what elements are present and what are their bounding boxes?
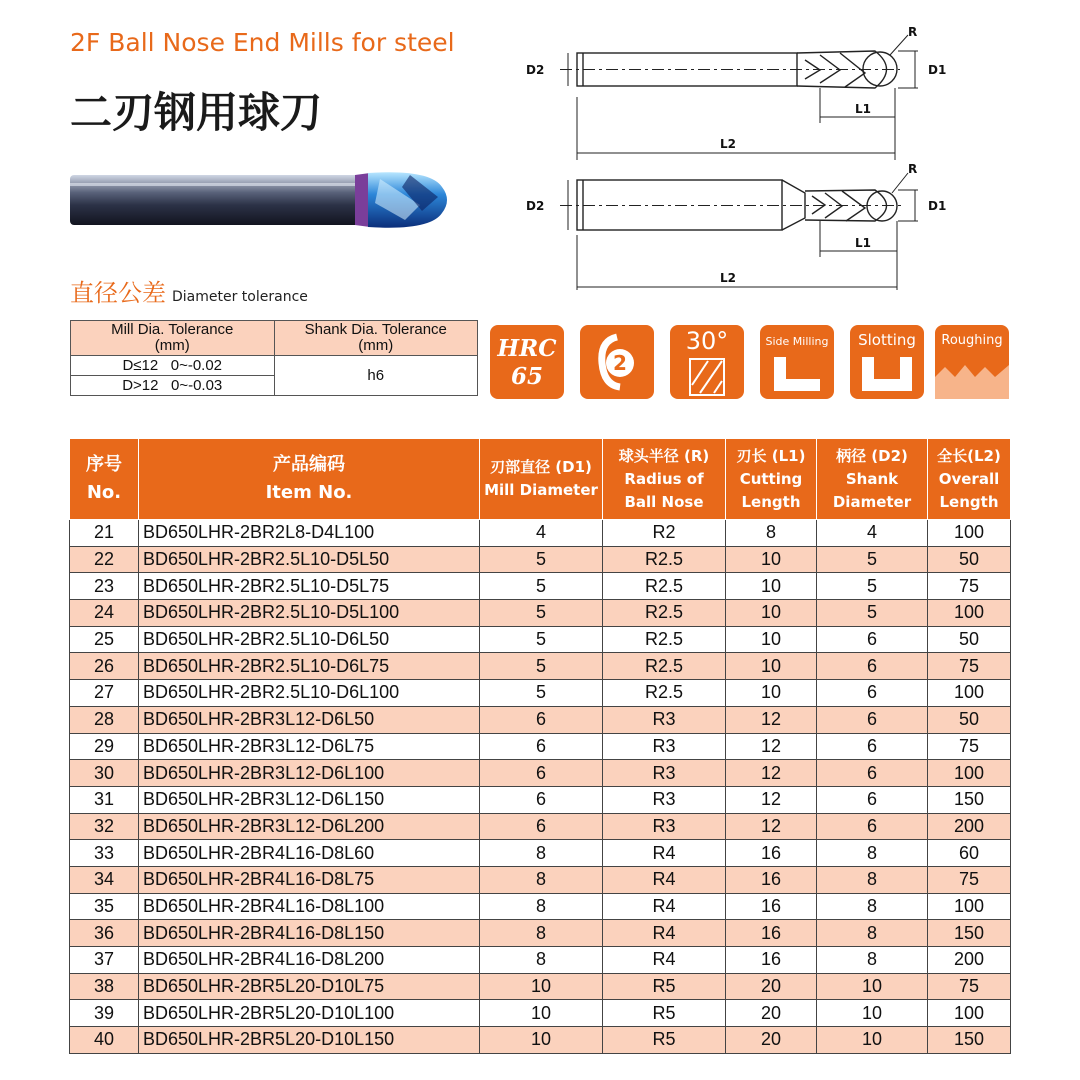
cell-r: R5 <box>603 1000 726 1027</box>
header-r-cn: 球头半径 (R) <box>618 446 710 465</box>
cell-d2: 6 <box>817 813 928 840</box>
cell-d1: 6 <box>480 733 603 760</box>
header-l1-en1: Cutting <box>739 469 803 488</box>
cell-l2: 100 <box>928 760 1011 787</box>
table-row <box>70 1027 1011 1054</box>
cell-l1: 12 <box>726 706 817 733</box>
header-no <box>70 439 139 520</box>
table-row <box>70 947 1011 974</box>
slotting-label: Slotting <box>858 331 916 349</box>
cell-r: R5 <box>603 1027 726 1054</box>
header-r-en2: Ball Nose <box>624 492 704 511</box>
cell-r: R2.5 <box>603 573 726 600</box>
cell-no: 22 <box>70 546 139 573</box>
header-item-en: Item No. <box>265 482 353 503</box>
cell-r: R4 <box>603 840 726 867</box>
spec-table-header <box>70 439 1011 520</box>
cell-item-code: BD650LHR-2BR2.5L10-D6L75 <box>139 653 480 680</box>
spec-table <box>69 438 1011 1054</box>
cell-no: 23 <box>70 573 139 600</box>
cell-l2: 75 <box>928 573 1011 600</box>
cell-d1: 8 <box>480 866 603 893</box>
cell-item-code: BD650LHR-2BR2.5L10-D6L100 <box>139 680 480 707</box>
table-row <box>70 706 1011 733</box>
cell-l1: 20 <box>726 1027 817 1054</box>
cell-l1: 10 <box>726 600 817 627</box>
cell-r: R3 <box>603 706 726 733</box>
cell-item-code: BD650LHR-2BR4L16-D8L150 <box>139 920 480 947</box>
table-row <box>70 733 1011 760</box>
hrc-value: 65 <box>510 363 543 390</box>
cell-item-code: BD650LHR-2BR4L16-D8L75 <box>139 866 480 893</box>
helix-lines-icon <box>670 325 744 399</box>
cell-r: R2 <box>603 520 726 547</box>
cell-d1: 8 <box>480 947 603 974</box>
tolerance-row1-mill: D≤12 0~-0.02 <box>71 356 275 376</box>
cell-l2: 75 <box>928 866 1011 893</box>
tolerance-row2-mill: D>12 0~-0.03 <box>71 376 275 396</box>
cell-no: 29 <box>70 733 139 760</box>
table-row <box>70 573 1011 600</box>
cell-d2: 6 <box>817 626 928 653</box>
cell-r: R3 <box>603 760 726 787</box>
cell-l1: 16 <box>726 893 817 920</box>
cell-no: 25 <box>70 626 139 653</box>
cell-l2: 75 <box>928 733 1011 760</box>
cell-l2: 50 <box>928 626 1011 653</box>
table-row <box>70 1000 1011 1027</box>
cell-r: R3 <box>603 733 726 760</box>
cell-r: R3 <box>603 813 726 840</box>
cell-r: R4 <box>603 947 726 974</box>
cell-d1: 10 <box>480 1000 603 1027</box>
cell-no: 33 <box>70 840 139 867</box>
cell-d2: 6 <box>817 733 928 760</box>
cell-no: 21 <box>70 520 139 547</box>
cell-r: R3 <box>603 786 726 813</box>
cell-item-code: BD650LHR-2BR2.5L10-D5L75 <box>139 573 480 600</box>
slotting-shape-icon <box>850 325 924 399</box>
cell-r: R2.5 <box>603 626 726 653</box>
cell-d1: 5 <box>480 600 603 627</box>
tolerance-heading <box>70 273 308 308</box>
header-l1-en2: Length <box>741 492 801 511</box>
table-row <box>70 760 1011 787</box>
hrc-label: HRC <box>497 335 557 362</box>
cell-item-code: BD650LHR-2BR5L20-D10L75 <box>139 973 480 1000</box>
header-d2-en1: Shank <box>845 469 899 488</box>
label-l2-top: L2 <box>720 137 736 151</box>
cell-d2: 5 <box>817 573 928 600</box>
end-mill-product-image <box>70 165 470 235</box>
header-item-cn: 产品编码 <box>273 454 345 475</box>
cell-d2: 6 <box>817 706 928 733</box>
cell-l1: 10 <box>726 546 817 573</box>
cell-item-code: BD650LHR-2BR2L8-D4L100 <box>139 520 480 547</box>
tolerance-shank-value: h6 <box>274 356 478 396</box>
cell-d2: 8 <box>817 866 928 893</box>
cell-item-code: BD650LHR-2BR3L12-D6L100 <box>139 760 480 787</box>
cell-no: 37 <box>70 947 139 974</box>
header-item <box>139 439 480 520</box>
cell-d1: 6 <box>480 706 603 733</box>
roughing-shape-icon <box>935 325 1009 399</box>
label-d1-bottom: D1 <box>928 199 947 213</box>
cell-r: R4 <box>603 893 726 920</box>
tolerance-header-mill: Mill Dia. Tolerance (mm) <box>71 321 275 356</box>
cell-item-code: BD650LHR-2BR5L20-D10L150 <box>139 1027 480 1054</box>
cell-no: 34 <box>70 866 139 893</box>
cell-no: 36 <box>70 920 139 947</box>
header-l2-en2: Length <box>939 492 999 511</box>
cell-r: R2.5 <box>603 680 726 707</box>
header-l1-cn: 刃长 (L1) <box>736 446 806 465</box>
cell-d2: 6 <box>817 653 928 680</box>
cell-d2: 10 <box>817 1027 928 1054</box>
cell-item-code: BD650LHR-2BR5L20-D10L100 <box>139 1000 480 1027</box>
table-row <box>70 866 1011 893</box>
table-row <box>70 653 1011 680</box>
flute-count-icon <box>580 325 654 399</box>
table-row <box>70 546 1011 573</box>
cell-d2: 5 <box>817 546 928 573</box>
tolerance-header-shank: Shank Dia. Tolerance (mm) <box>274 321 478 356</box>
header-l2-en1: Overall <box>938 469 1000 488</box>
cell-l2: 100 <box>928 600 1011 627</box>
flute-count: 2 <box>613 351 627 375</box>
cell-no: 32 <box>70 813 139 840</box>
tolerance-title-cn: 直径公差 <box>70 279 166 307</box>
label-d2-bottom: D2 <box>526 199 545 213</box>
cell-no: 28 <box>70 706 139 733</box>
diagram-top <box>560 35 918 160</box>
slotting-icon <box>850 325 924 399</box>
cell-d1: 6 <box>480 760 603 787</box>
cell-l2: 75 <box>928 653 1011 680</box>
cell-item-code: BD650LHR-2BR4L16-D8L200 <box>139 947 480 974</box>
label-r-bottom: R <box>908 162 918 176</box>
header-d2-en2: Diameter <box>832 492 912 511</box>
cell-item-code: BD650LHR-2BR2.5L10-D5L100 <box>139 600 480 627</box>
cell-l1: 16 <box>726 866 817 893</box>
label-l2-bottom: L2 <box>720 271 736 285</box>
header-d1 <box>480 439 603 520</box>
cell-l1: 10 <box>726 653 817 680</box>
title-english: 2F Ball Nose End Mills for steel <box>70 28 455 57</box>
cell-r: R5 <box>603 973 726 1000</box>
table-row <box>70 600 1011 627</box>
header-l2 <box>928 439 1011 520</box>
header-d1-en: Mill Diameter <box>484 481 598 499</box>
label-r-top: R <box>908 25 918 39</box>
cell-d1: 5 <box>480 680 603 707</box>
tolerance-title-en: Diameter tolerance <box>172 289 308 305</box>
cell-l2: 100 <box>928 680 1011 707</box>
cell-l1: 8 <box>726 520 817 547</box>
title-chinese: 二刃钢用球刀 <box>70 88 323 137</box>
cell-item-code: BD650LHR-2BR3L12-D6L200 <box>139 813 480 840</box>
cell-l2: 50 <box>928 706 1011 733</box>
dimension-diagram <box>520 25 960 295</box>
cell-d1: 6 <box>480 786 603 813</box>
cell-r: R4 <box>603 920 726 947</box>
cell-d1: 6 <box>480 813 603 840</box>
cell-no: 27 <box>70 680 139 707</box>
cell-no: 30 <box>70 760 139 787</box>
cell-l1: 12 <box>726 733 817 760</box>
cell-item-code: BD650LHR-2BR2.5L10-D5L50 <box>139 546 480 573</box>
cell-l2: 200 <box>928 813 1011 840</box>
label-l1-top: L1 <box>855 102 871 116</box>
table-row <box>70 893 1011 920</box>
roughing-icon <box>935 325 1009 399</box>
cell-l1: 16 <box>726 947 817 974</box>
cell-item-code: BD650LHR-2BR4L16-D8L100 <box>139 893 480 920</box>
cell-l2: 100 <box>928 893 1011 920</box>
cell-no: 24 <box>70 600 139 627</box>
cell-d1: 8 <box>480 840 603 867</box>
header-d1-cn: 刃部直径 (D1) <box>490 458 592 476</box>
cell-l1: 16 <box>726 920 817 947</box>
cell-l2: 100 <box>928 520 1011 547</box>
cell-d2: 8 <box>817 947 928 974</box>
cell-l1: 10 <box>726 573 817 600</box>
side-milling-icon <box>760 325 834 399</box>
cell-d1: 8 <box>480 920 603 947</box>
table-row <box>70 840 1011 867</box>
cell-no: 35 <box>70 893 139 920</box>
label-l1-bottom: L1 <box>855 236 871 250</box>
roughing-label: Roughing <box>941 333 1003 348</box>
cell-r: R2.5 <box>603 600 726 627</box>
cell-no: 38 <box>70 973 139 1000</box>
cell-d1: 5 <box>480 653 603 680</box>
cell-d1: 10 <box>480 973 603 1000</box>
cell-d2: 5 <box>817 600 928 627</box>
cell-item-code: BD650LHR-2BR2.5L10-D6L50 <box>139 626 480 653</box>
cell-l1: 20 <box>726 1000 817 1027</box>
cell-l2: 200 <box>928 947 1011 974</box>
header-d2-cn: 柄径 (D2) <box>836 446 908 465</box>
table-row <box>70 680 1011 707</box>
cell-l2: 150 <box>928 920 1011 947</box>
cell-d2: 8 <box>817 893 928 920</box>
cell-item-code: BD650LHR-2BR4L16-D8L60 <box>139 840 480 867</box>
table-row <box>70 626 1011 653</box>
label-d2-top: D2 <box>526 63 545 77</box>
table-row <box>70 786 1011 813</box>
side-milling-label: Side Milling <box>765 335 829 348</box>
cell-l1: 10 <box>726 680 817 707</box>
cell-l1: 16 <box>726 840 817 867</box>
cell-d1: 4 <box>480 520 603 547</box>
cell-l2: 75 <box>928 973 1011 1000</box>
cell-d1: 5 <box>480 546 603 573</box>
cell-l1: 12 <box>726 813 817 840</box>
diagram-bottom <box>560 173 918 290</box>
header-r <box>603 439 726 520</box>
header-d2 <box>817 439 928 520</box>
helix-angle-value: 30° <box>685 327 729 355</box>
header-l1 <box>726 439 817 520</box>
cell-item-code: BD650LHR-2BR3L12-D6L150 <box>139 786 480 813</box>
cell-l2: 60 <box>928 840 1011 867</box>
cell-d2: 8 <box>817 920 928 947</box>
table-row <box>70 920 1011 947</box>
helix-angle-icon <box>670 325 744 399</box>
cell-l1: 12 <box>726 760 817 787</box>
cell-d1: 8 <box>480 893 603 920</box>
cell-d2: 10 <box>817 1000 928 1027</box>
cell-l2: 150 <box>928 786 1011 813</box>
hrc-icon <box>490 325 564 399</box>
cell-l2: 100 <box>928 1000 1011 1027</box>
cell-d2: 8 <box>817 840 928 867</box>
cell-l2: 150 <box>928 1027 1011 1054</box>
cell-d1: 10 <box>480 1027 603 1054</box>
cell-no: 26 <box>70 653 139 680</box>
spec-table-body <box>70 520 1011 1054</box>
table-row <box>70 973 1011 1000</box>
cell-d1: 5 <box>480 573 603 600</box>
cell-r: R2.5 <box>603 653 726 680</box>
cell-l1: 10 <box>726 626 817 653</box>
cell-item-code: BD650LHR-2BR3L12-D6L75 <box>139 733 480 760</box>
cell-no: 31 <box>70 786 139 813</box>
tolerance-table <box>70 320 478 396</box>
cell-no: 39 <box>70 1000 139 1027</box>
cell-d2: 4 <box>817 520 928 547</box>
table-row <box>70 813 1011 840</box>
cell-l1: 12 <box>726 786 817 813</box>
table-row <box>70 520 1011 547</box>
cell-d2: 10 <box>817 973 928 1000</box>
header-no-cn: 序号 <box>86 454 122 475</box>
cell-item-code: BD650LHR-2BR3L12-D6L50 <box>139 706 480 733</box>
cell-d2: 6 <box>817 786 928 813</box>
header-l2-cn: 全长(L2) <box>937 446 1001 465</box>
cell-d2: 6 <box>817 680 928 707</box>
side-milling-shape-icon <box>760 325 834 399</box>
header-r-en1: Radius of <box>624 469 704 488</box>
cell-l2: 50 <box>928 546 1011 573</box>
cell-r: R2.5 <box>603 546 726 573</box>
cell-l1: 20 <box>726 973 817 1000</box>
cell-no: 40 <box>70 1027 139 1054</box>
cell-d2: 6 <box>817 760 928 787</box>
header-no-en: No. <box>86 482 122 503</box>
feature-icons <box>490 325 1010 400</box>
cell-r: R4 <box>603 866 726 893</box>
cell-d1: 5 <box>480 626 603 653</box>
label-d1-top: D1 <box>928 63 947 77</box>
